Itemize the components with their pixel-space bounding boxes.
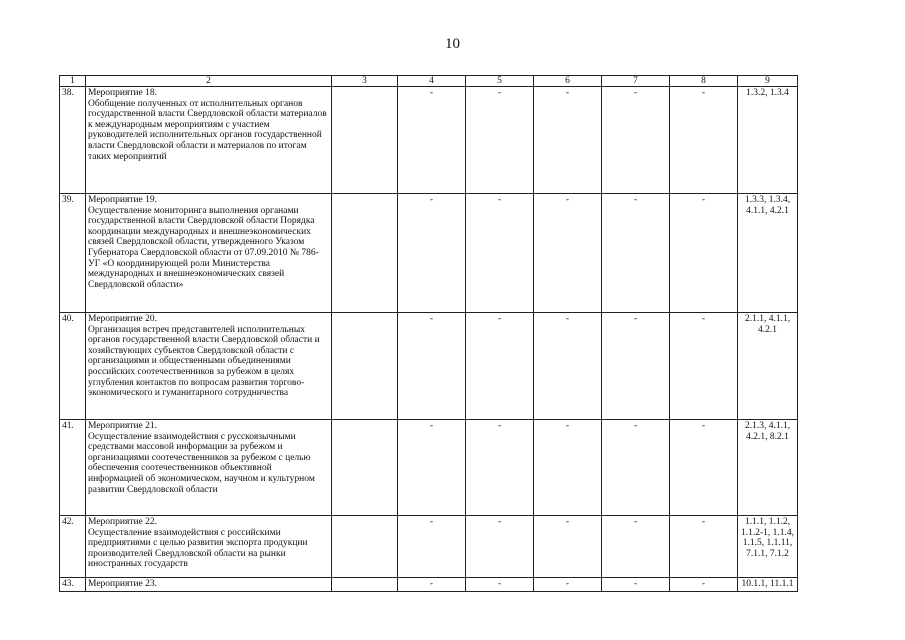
measure-description (86, 313, 332, 420)
row-number: 43. (60, 578, 86, 592)
cell-col8: - (670, 578, 738, 592)
row-number: 40. (60, 313, 86, 420)
cell-col5: - (466, 578, 534, 592)
cell-col4: - (398, 578, 466, 592)
measure-title: Мероприятие 18. (88, 88, 158, 98)
row-number: 38. (60, 87, 86, 194)
cell-col6: - (534, 313, 602, 420)
cell-col8: - (670, 313, 738, 420)
cell-col7: - (602, 578, 670, 592)
measure-description (86, 420, 332, 516)
cell-col3 (332, 87, 398, 194)
cell-col8: - (670, 516, 738, 578)
cell-col6: - (534, 516, 602, 578)
cell-col4: - (398, 87, 466, 194)
measure-description (86, 578, 332, 592)
table-header-row (60, 76, 798, 87)
cell-col7: - (602, 194, 670, 313)
measures-table (59, 75, 798, 592)
row-number: 39. (60, 194, 86, 313)
column-header: 8 (670, 76, 738, 87)
table-row (60, 87, 798, 194)
table-row (60, 313, 798, 420)
cell-col4: - (398, 313, 466, 420)
cell-col6: - (534, 578, 602, 592)
cell-col9: 2.1.1, 4.1.1, 4.2.1 (738, 313, 798, 420)
measure-text: Осуществление взаимодействия с русскоязычными средствами массовой информации за рубежом и организациями соотечественников за рубежом с целью обеспечения соотечественников объективной информацией об экономическом, научном и культурном развитии Свердловской области (88, 431, 315, 495)
column-header: 4 (398, 76, 466, 87)
cell-col7: - (602, 420, 670, 516)
cell-col6: - (534, 420, 602, 516)
cell-col8: - (670, 420, 738, 516)
row-number: 42. (60, 516, 86, 578)
measure-title: Мероприятие 23. (88, 579, 158, 589)
cell-col8: - (670, 194, 738, 313)
cell-col9: 1.1.1, 1.1.2, 1.1.2-1, 1.1.4, 1.1.5, 1.1.11, 7.1.1, 7.1.2 (738, 516, 798, 578)
cell-col7: - (602, 313, 670, 420)
measure-description (86, 516, 332, 578)
cell-col5: - (466, 516, 534, 578)
column-header: 1 (60, 76, 86, 87)
table-row (60, 420, 798, 516)
measure-title: Мероприятие 22. (88, 517, 158, 527)
table-row (60, 194, 798, 313)
cell-col9: 1.3.2, 1.3.4 (738, 87, 798, 194)
column-header: 2 (86, 76, 332, 87)
cell-col6: - (534, 87, 602, 194)
cell-col5: - (466, 420, 534, 516)
cell-col3 (332, 578, 398, 592)
column-header: 6 (534, 76, 602, 87)
cell-col9: 10.1.1, 11.1.1 (738, 578, 798, 592)
cell-col7: - (602, 516, 670, 578)
cell-col4: - (398, 194, 466, 313)
cell-col3 (332, 194, 398, 313)
table-row (60, 578, 798, 592)
column-header: 9 (738, 76, 798, 87)
measure-title: Мероприятие 19. (88, 195, 158, 205)
measure-description (86, 194, 332, 313)
column-header: 3 (332, 76, 398, 87)
cell-col9: 1.3.3, 1.3.4, 4.1.1, 4.2.1 (738, 194, 798, 313)
cell-col3 (332, 420, 398, 516)
cell-col4: - (398, 420, 466, 516)
cell-col3 (332, 313, 398, 420)
row-number: 41. (60, 420, 86, 516)
cell-col5: - (466, 87, 534, 194)
cell-col3 (332, 516, 398, 578)
column-header: 7 (602, 76, 670, 87)
measure-text: Организация встреч представителей исполнительных органов государственной власти Свердловской области и хозяйствующих субъектов Свердловской области с организациями и общественными объединениями российских соотечественников за рубежом в целях углубления контактов по вопросам развития торгово-экономического и гуманитарного сотрудничества (88, 324, 320, 399)
measure-title: Мероприятие 21. (88, 421, 158, 431)
page-number: 10 (445, 36, 460, 52)
cell-col8: - (670, 87, 738, 194)
measure-text: Осуществление взаимодействия с российскими предприятиями с целью развития экспорта продукции производителей Свердловской области на рынки иностранных государств (88, 527, 308, 570)
cell-col9: 2.1.3, 4.1.1, 4.2.1, 8.2.1 (738, 420, 798, 516)
column-header: 5 (466, 76, 534, 87)
cell-col5: - (466, 313, 534, 420)
cell-col4: - (398, 516, 466, 578)
cell-col6: - (534, 194, 602, 313)
measure-title: Мероприятие 20. (88, 314, 158, 324)
measure-text: Осуществление мониторинга выполнения органами государственной власти Свердловской области Порядка координации международных и внешнеэкономических связей Свердловской области, утвержденного Указом Губернатора Свердловской области от 07.09.2010 № 786-УГ «О координирующей роли Министерства международных и внешнеэкономических связей Свердловской области» (88, 205, 319, 290)
table-row (60, 516, 798, 578)
measure-text: Обобщение полученных от исполнительных органов государственной власти Свердловской области материалов к международным мероприятиям с участием руководителей исполнительных органов государственной власти Свердловской области и материалов по итогам таких мероприятий (88, 98, 327, 162)
cell-col5: - (466, 194, 534, 313)
measure-description (86, 87, 332, 194)
cell-col7: - (602, 87, 670, 194)
